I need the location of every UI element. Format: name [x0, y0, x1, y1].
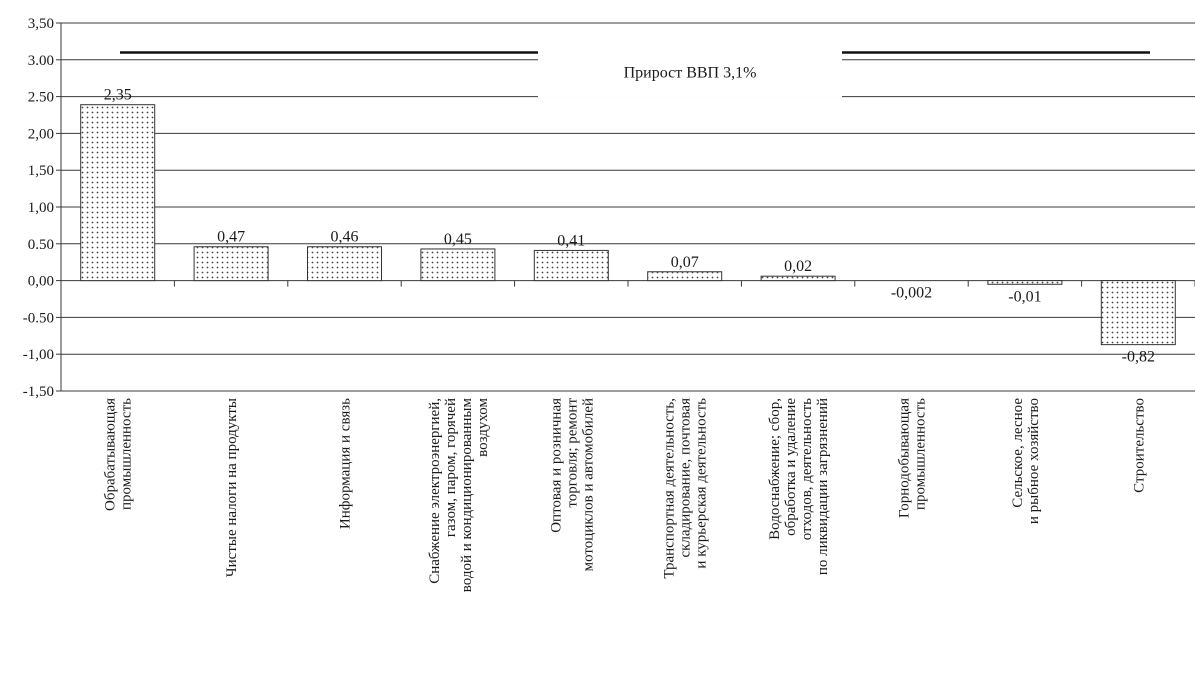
y-tick-label: 3.00	[27, 52, 54, 69]
y-tick-label: 1,50	[27, 163, 54, 180]
category-label-line: промышленность	[912, 398, 929, 510]
category-label-line: воздухом	[474, 398, 491, 457]
bar	[1101, 281, 1175, 345]
y-tick-label: 0,00	[27, 273, 54, 290]
gdp-growth-annotation	[120, 49, 1150, 97]
value-label: 0,47	[217, 228, 246, 246]
category-label	[103, 398, 135, 511]
category-label-line: обработка и удаление	[783, 398, 800, 536]
y-tick-label: 2.50	[27, 89, 54, 106]
category-label-line: Строительство	[1131, 398, 1148, 493]
annotation-label: Прирост ВВП 3,1%	[623, 64, 757, 82]
bar	[761, 276, 835, 280]
category-label	[338, 398, 354, 529]
bar	[194, 247, 268, 281]
category-label-line: Обрабатывающая	[102, 398, 119, 512]
category-label-line: и курьерская деятельность	[693, 398, 710, 569]
category-label-line: Информация и связь	[337, 398, 354, 530]
bars	[81, 105, 1176, 345]
category-label-line: Оптовая и розничная	[548, 398, 565, 533]
value-labels	[104, 87, 1155, 366]
value-label: 0,07	[670, 253, 699, 271]
value-label: -0,01	[1008, 288, 1042, 306]
y-tick-label: 0.50	[27, 236, 54, 253]
category-label-line: Водоснабжение; сбор,	[767, 398, 784, 540]
value-label: -0,82	[1121, 348, 1155, 366]
category-label-line: водой и кондиционированным	[458, 398, 475, 593]
category-label-line: промышленность	[118, 398, 135, 510]
category-label-line: Горнодобывающая	[896, 398, 913, 519]
category-label-line: мотоциклов и автомобилей	[580, 398, 597, 572]
category-label-line: по ликвидации загрязнений	[815, 398, 832, 576]
value-label: 0,41	[557, 232, 586, 250]
y-tick-label: 1,00	[27, 200, 54, 216]
category-label-line: Транспортная деятельность,	[661, 398, 678, 579]
category-label	[897, 398, 929, 518]
category-label	[1010, 398, 1042, 524]
bar	[81, 105, 155, 281]
value-label: 0,46	[330, 228, 359, 246]
bar	[988, 281, 1062, 285]
value-label: -0,002	[890, 284, 933, 302]
category-labels	[103, 397, 1148, 592]
category-label	[427, 397, 491, 592]
category-label-line: складирование, почтовая	[677, 398, 694, 558]
y-tick-label: -1,50	[22, 384, 54, 400]
category-label-line: отходов, деятельность	[799, 398, 816, 541]
y-tick-label: 2,00	[27, 126, 54, 143]
category-label-line: Снабжение электроэнергией,	[426, 398, 443, 584]
category-label	[548, 398, 596, 572]
category-label	[662, 398, 710, 579]
category-label-line: Сельское, лесное	[1009, 398, 1026, 508]
category-label	[1131, 398, 1147, 493]
category-label	[767, 398, 831, 575]
category-label	[224, 398, 240, 577]
y-tick-label: 3,50	[27, 16, 54, 32]
value-label: 0,02	[784, 258, 813, 276]
value-label: 0,45	[443, 230, 472, 248]
y-tick-label: -1,00	[22, 347, 54, 364]
bar	[308, 247, 382, 281]
bar	[648, 272, 722, 281]
category-label-line: и рыбное хозяйство	[1025, 398, 1042, 525]
value-label: 2,35	[103, 86, 132, 104]
y-tick-label: -0.50	[22, 310, 54, 327]
category-label-line: газом, паром, горячей	[442, 398, 459, 538]
category-label-line: Чистые налоги на продукты	[224, 398, 241, 578]
bar	[421, 249, 495, 281]
bar	[534, 250, 608, 280]
category-label-line: торговля; ремонт	[564, 398, 581, 508]
